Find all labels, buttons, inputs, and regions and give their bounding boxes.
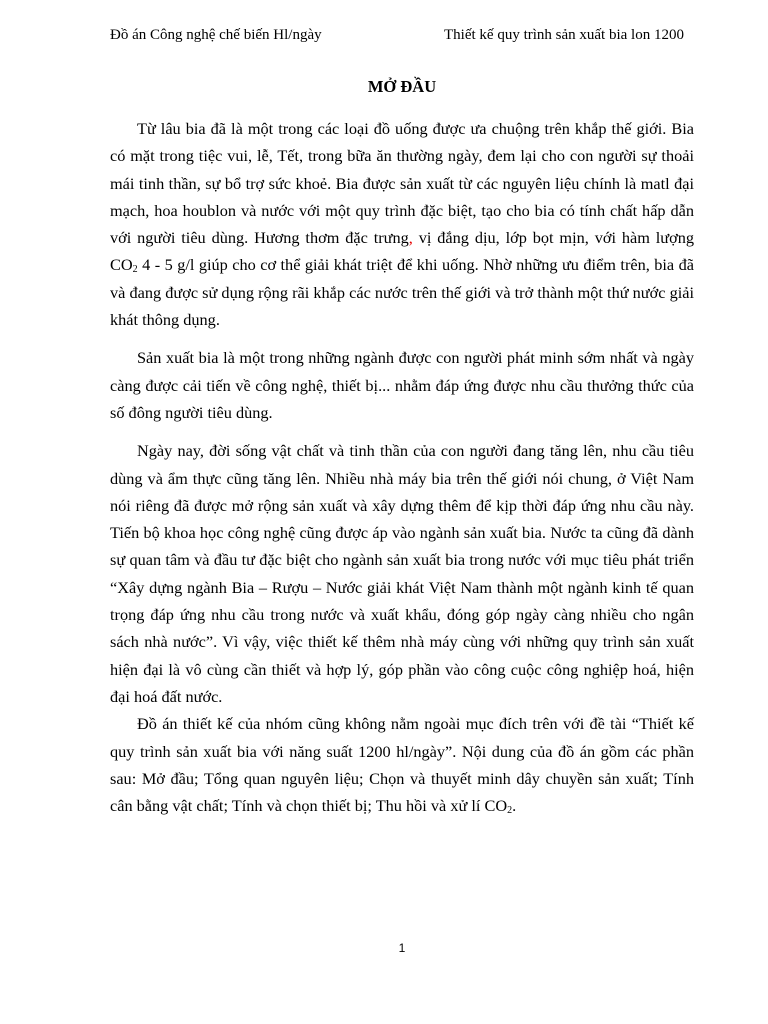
paragraph-4-text-a: Đồ án thiết kế của nhóm cũng không nằm ngoài mục đích trên với đề tài “Thiết kế quy trình sản xuất bia với năng suất 1200 hl/ngày”. Nội dung của đồ án gồm các phần sau: Mở đầu; Tổng quan nguyên liệu; Chọn và thuyết minh dây chuyền sản xuất; Tính cân bằng vật chất; Tính và chọn thiết bị; Thu hồi và xử lí CO: [110, 714, 694, 816]
paragraph-1-text-b: vị đắng dịu, lớp bọt mịn, với hàm lượng CO: [110, 228, 694, 275]
header-right: Thiết kế quy trình sản xuất bia lon 1200: [444, 27, 684, 43]
paragraph-2: Sản xuất bia là một trong những ngành được con người phát minh sớm nhất và ngày càng được cải tiến về công nghệ, thiết bị... nhằm đáp ứng được nhu cầu thưởng thức của số đông người tiêu dùng.: [110, 348, 694, 422]
paragraph-3: Ngày nay, đời sống vật chất và tinh thần của con người đang tăng lên, nhu cầu tiêu dùng và ẩm thực cũng tăng lên. Nhiều nhà máy bia trên thế giới nói chung, ở Việt Nam nói riêng đã được mở rộng sản xuất và xây dựng thêm để kịp thời đáp ứng nhu cầu này. Tiến bộ khoa học công nghệ cũng được áp vào ngành sản xuất bia. Nước ta cũng đã dành sự quan tâm và đầu tư đặc biệt cho ngành sản xuất bia trong nước với mục tiêu phát triển “Xây dựng ngành Bia – Rượu – Nước giải khát Việt Nam thành một ngành kinh tế quan trọng đáp ứng nhu cầu trong nước và xuất khẩu, đóng góp ngày càng nhiều cho ngân sách nhà nước”. Vì vậy, việc thiết kế thêm nhà máy cùng với những quy trình sản xuất hiện đại là vô cùng cần thiết và hợp lý, góp phần vào công cuộc công nghiệp hoá, hiện đại hoá đất nước.: [110, 441, 694, 706]
page-title: MỞ ĐẦU: [367, 77, 437, 96]
header-left: Đồ án Công nghệ chế biến Hl/ngày: [110, 27, 322, 43]
paragraph-1-text-c: 4 - 5 g/l giúp cho cơ thể giải khát triệt để khi uống. Nhờ những ưu điểm trên, bia đã và đang được sử dụng rộng rãi khắp các nước trên thế giới và trở thành một thứ nước giải khát thông dụng.: [110, 255, 694, 330]
paragraph-4-text-c: .: [512, 796, 517, 816]
paragraph-1-subscript: 2: [132, 264, 138, 276]
document-body: [110, 115, 694, 819]
paragraph-4: [110, 710, 694, 819]
paragraph-1-red-comma: ,: [408, 228, 413, 248]
page-number: 1: [398, 941, 406, 955]
paragraph-1: [110, 115, 694, 333]
paragraph-1-text-a: Từ lâu bia đã là một trong các loại đồ uống được ưa chuộng trên khắp thế giới. Bia có mặt trong tiệc vui, lễ, Tết, trong bữa ăn thường ngày, đem lại cho con người sự thoải mái tinh thần, sự bổ trợ sức khoẻ. Bia được sản xuất từ các nguyên liệu chính là matl đại mạch, hoa houblon và nước với một quy trình đặc biệt, tạo cho bia có tính chất hấp dẫn với người tiêu dùng. Hương thơm đặc trưng: [110, 119, 694, 248]
paragraph-4-subscript: 2: [507, 805, 513, 817]
